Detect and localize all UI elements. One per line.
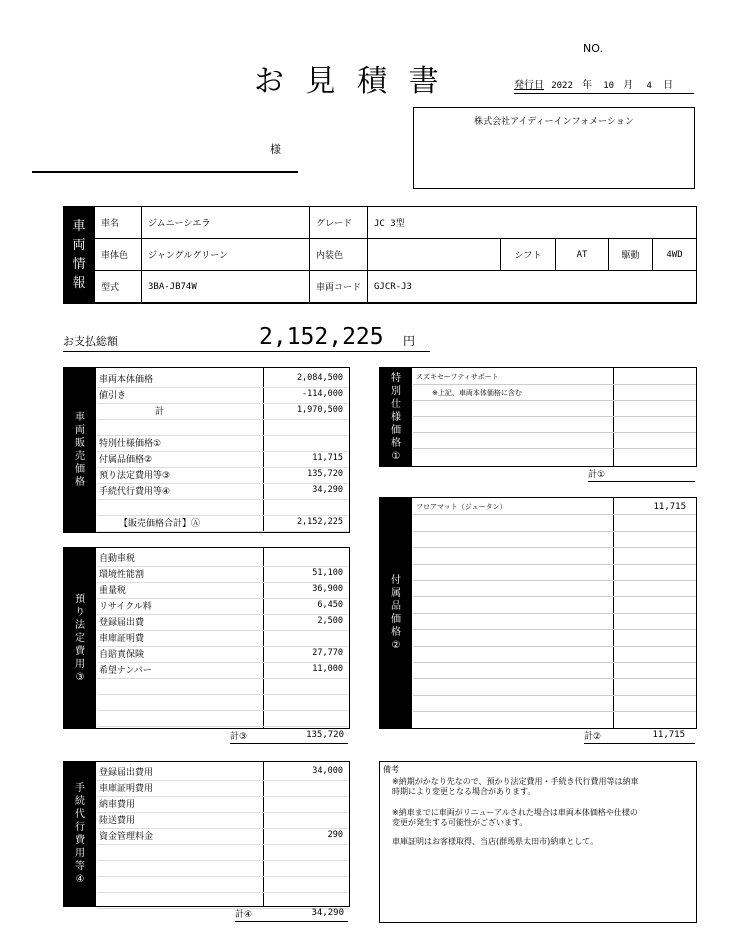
shift-label: シフト (501, 239, 556, 271)
issue-year: 2022 (551, 81, 573, 91)
issue-month: 10 (603, 81, 615, 91)
row-label: 登録届出費用 (99, 768, 154, 778)
interior-color-label: 内装色 (310, 239, 368, 271)
proxy-fees-section (63, 761, 350, 907)
row-label: 計 (155, 407, 165, 417)
remarks-line: 車庫証明はお客様取得、当店(群馬県太田市)納車として。 (392, 837, 599, 846)
proxy-fees-total-label: 計④ (235, 910, 253, 920)
issue-date (514, 76, 694, 94)
table-row (97, 387, 349, 404)
table-row (97, 451, 349, 468)
special-spec-note: ※上記、車両本体価格に含む (432, 389, 522, 397)
accessory-total-label: 計② (584, 732, 602, 742)
table-row (97, 582, 349, 599)
row-label: 陸送費用 (99, 816, 136, 826)
table-row (97, 467, 349, 484)
row-label: 環境性能割 (99, 570, 145, 580)
sales-price-side-label: 車 両 販 売 価 格 (64, 368, 96, 532)
table-row (97, 499, 349, 516)
accessory-total-value: 11,715 (652, 730, 685, 740)
remarks-line: ※納期がかなり先なので、預かり法定費用・手続き代行費用等は納車 (392, 777, 639, 786)
accessory-section (379, 497, 697, 729)
table-row (97, 764, 349, 781)
row-label: 車両本体価格 (99, 375, 154, 385)
model-label: 型式 (95, 271, 142, 303)
vehicle-code-label: 車両コード (310, 271, 368, 303)
vehicle-grade-label: グレード (310, 207, 368, 239)
accessory-total (584, 729, 695, 744)
table-row (97, 598, 349, 615)
row-label: 特別仕様価格① (99, 439, 162, 449)
proxy-fees-total (235, 907, 348, 922)
company-name: 株式会社アイディーインフォメーション (474, 117, 634, 127)
vehicle-code: GJCR-J3 (368, 271, 697, 303)
legal-fees-total-label: 計③ (230, 732, 248, 742)
special-spec-item: スズキセーフティサポート (416, 373, 499, 381)
issue-date-label: 発行日 (514, 80, 544, 91)
row-value: 11,000 (312, 664, 343, 674)
accessory-item: フロアマット（ジュータン） (416, 503, 507, 511)
special-spec-side-label: 特 別 仕 様 価 格 ① (380, 368, 412, 466)
row-label: 自動車税 (99, 554, 136, 564)
row-label: 車庫証明費 (99, 634, 145, 644)
table-row (97, 419, 349, 436)
row-value: 2,084,500 (296, 373, 343, 383)
table-row (97, 371, 349, 388)
table-row (97, 710, 349, 727)
row-label: 登録届出費 (99, 618, 145, 628)
row-label: 手続代行費用等④ (99, 487, 171, 497)
vehicle-info-table (94, 206, 697, 303)
row-label: 自賠責保険 (99, 650, 145, 660)
issue-month-label: 月 (623, 80, 634, 91)
row-value: 34,000 (312, 766, 343, 776)
table-row (97, 483, 349, 500)
vehicle-name: ジムニーシエラ (142, 207, 310, 239)
table-row (97, 435, 349, 452)
remarks-line: 時期により変更となる場合があります。 (392, 787, 536, 796)
issue-year-label: 年 (582, 80, 593, 91)
legal-fees-side-label: 預 り 法 定 費 用 ③ (64, 548, 96, 728)
row-label: 資金管理料金 (99, 832, 154, 842)
table-row (97, 780, 349, 797)
total-payment-unit: 円 (403, 334, 416, 348)
issue-day: 4 (646, 81, 652, 91)
row-value: 34,290 (312, 485, 343, 495)
row-value: 11,715 (312, 453, 343, 463)
table-row (97, 515, 349, 532)
table-row (97, 694, 349, 711)
row-label: 付属品価格② (99, 455, 153, 465)
row-label: 希望ナンバー (99, 666, 152, 676)
row-value: 135,720 (307, 469, 343, 479)
sales-price-section (63, 367, 350, 533)
row-value: 2,152,225 (296, 517, 343, 527)
table-row (97, 550, 349, 567)
table-row (97, 678, 349, 695)
vehicle-info-side-label: 車 両 情 報 (64, 207, 94, 303)
row-label: 車庫証明費用 (99, 784, 154, 794)
row-label: 重量税 (99, 586, 127, 596)
remarks-line: ※納車までに車両がリニューアルされた場合は車両本体価格や仕様の (392, 808, 638, 817)
document-number-label: NO. (583, 42, 603, 55)
table-row (97, 662, 349, 679)
total-payment-amount: 2,152,225 (259, 324, 384, 350)
table-row (97, 828, 349, 845)
drive-label: 駆動 (609, 239, 653, 270)
interior-color (368, 239, 501, 271)
row-value: 290 (327, 830, 343, 840)
table-row (97, 403, 349, 420)
row-label: 預り法定費用等③ (99, 471, 171, 481)
body-color: ジャングルグリーン (142, 239, 310, 271)
row-label: 値引き (99, 391, 127, 401)
table-row (97, 796, 349, 813)
customer-name-line (32, 171, 298, 173)
table-row (97, 812, 349, 829)
model-value: 3BA-JB74W (142, 271, 310, 303)
row-label: 納車費用 (99, 800, 136, 810)
accessory-side-label: 付 属 品 価 格 ② (380, 498, 412, 728)
remarks-line: 変更が発生する可能性がございます。 (392, 818, 528, 827)
special-spec-section (379, 367, 697, 467)
issue-day-label: 日 (663, 80, 674, 91)
special-spec-total (588, 467, 695, 482)
table-row (97, 614, 349, 631)
row-value: 36,900 (312, 584, 343, 594)
customer-suffix: 様 (270, 143, 281, 156)
vehicle-info-section (63, 206, 697, 304)
table-row (97, 876, 349, 893)
total-payment (63, 324, 430, 352)
company-box (413, 107, 695, 189)
row-value: 51,100 (312, 568, 343, 578)
table-row (97, 844, 349, 861)
table-row (97, 860, 349, 877)
body-color-label: 車体色 (95, 239, 142, 271)
vehicle-name-label: 車名 (95, 207, 142, 239)
document-title: お 見 積 書 (254, 64, 445, 99)
drive-value: 4WD (666, 249, 683, 260)
row-value: 6,450 (317, 600, 343, 610)
row-label: 【販売価格合計】Ⓐ (119, 519, 201, 529)
accessory-item-value: 11,715 (653, 502, 686, 512)
row-value: 2,500 (317, 616, 343, 626)
remarks-label: 備考 (383, 765, 399, 774)
legal-fees-section (63, 547, 350, 729)
row-value: 1,970,500 (296, 405, 343, 415)
special-spec-total-label: 計① (588, 470, 606, 480)
legal-fees-total-value: 135,720 (306, 730, 344, 740)
row-value: 27,770 (312, 648, 343, 658)
shift-value: AT (556, 239, 609, 271)
vehicle-grade: JC 3型 (368, 207, 697, 239)
total-payment-label: お支払総額 (63, 335, 118, 348)
remarks-section (379, 761, 697, 923)
proxy-fees-total-value: 34,290 (311, 908, 344, 918)
row-value: -114,000 (302, 389, 343, 399)
table-row (97, 566, 349, 583)
table-row (97, 646, 349, 663)
table-row (97, 630, 349, 647)
legal-fees-total (230, 729, 348, 744)
row-label: リサイクル料 (99, 602, 152, 612)
proxy-fees-side-label: 手 続 代 行 費 用 等 ④ (64, 762, 96, 906)
